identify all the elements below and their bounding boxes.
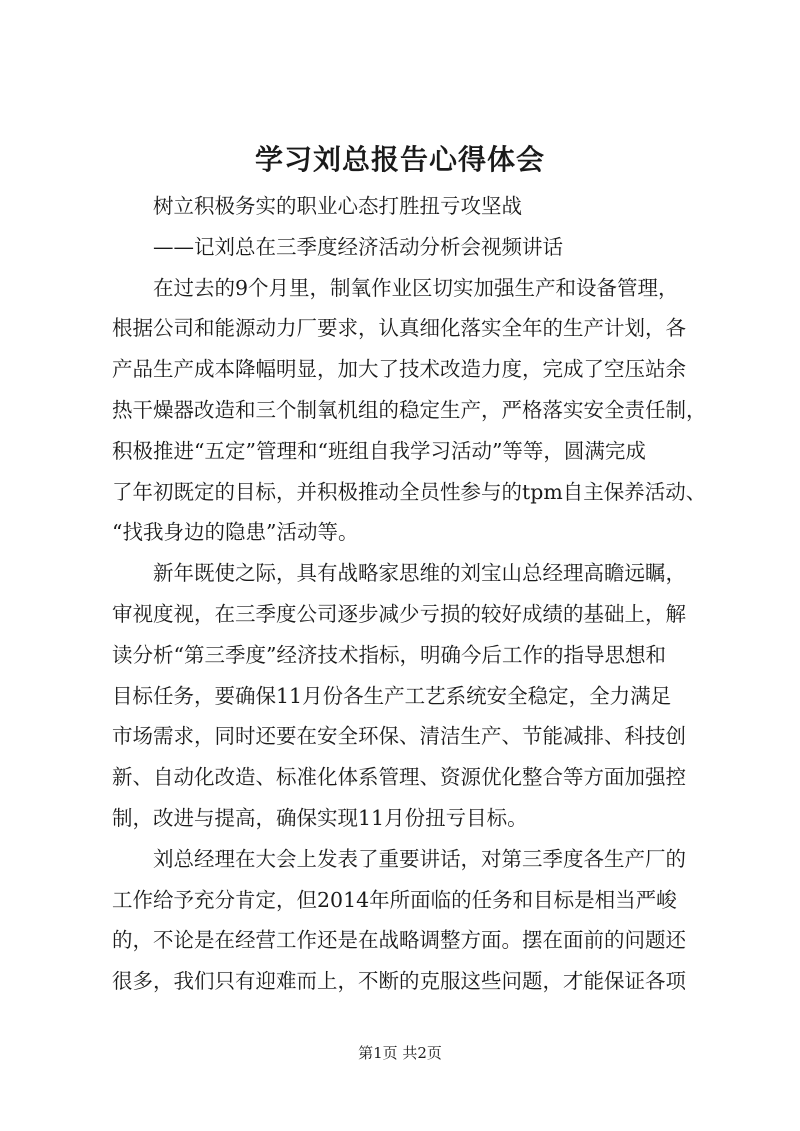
subtitle-line: ——记刘总在三季度经济活动分析会视频讲话 [153, 234, 563, 259]
document-title: 学习刘总报告心得体会 [254, 143, 545, 176]
text-line: 产品生产成本降幅明显，加大了技术改造力度，完成了空压站余 [112, 357, 686, 382]
text-line: 积极推进“五定”管理和“班组自我学习活动”等等，圆满完成 [112, 438, 646, 463]
paragraph-1 [112, 268, 712, 554]
text-line: 在过去的9个月里，制氧作业区切实加强生产和设备管理， [153, 275, 679, 300]
text-line: 了年初既定的目标，并积极推动全员性参与的tpm自主保养活动、 [112, 479, 707, 504]
text-line: 热干燥器改造和三个制氧机组的稳定生产，严格落实安全责任制， [112, 397, 707, 422]
text-line: 读分析“第三季度”经济技术指标，明确今后工作的指导思想和 [112, 642, 666, 667]
paragraph-2 [112, 553, 712, 839]
page-number-footer: 第1页 共2页 [358, 1044, 442, 1062]
text-line: 工作给予充分肯定，但2014年所面临的任务和目标是相当严峻 [112, 887, 677, 912]
text-line: 很多，我们只有迎难而上，不断的克服这些问题，才能保证各项 [112, 969, 686, 994]
subtitle-line: 树立积极务实的职业心态打胜扭亏攻坚战 [153, 194, 522, 218]
text-line: 制，改进与提高，确保实现11月份扭亏目标。 [112, 805, 528, 830]
text-line: “找我身边的隐患”活动等。 [112, 520, 359, 545]
paragraph-3 [112, 839, 712, 1002]
text-line: 目标任务，要确保11月份各生产工艺系统安全稳定，全力满足 [112, 683, 672, 708]
text-line: 根据公司和能源动力厂要求，认真细化落实全年的生产计划，各 [112, 316, 686, 341]
text-line: 审视度视，在三季度公司逐步减少亏损的较好成绩的基础上，解 [112, 601, 686, 626]
text-line: 市场需求，同时还要在安全环保、清洁生产、节能减排、科技创 [112, 724, 686, 749]
document-body [112, 186, 712, 1002]
text-line: 新年既使之际，具有战略家思维的刘宝山总经理高瞻远瞩， [153, 561, 686, 586]
text-line: 的，不论是在经营工作还是在战略调整方面。摆在面前的问题还 [112, 928, 686, 953]
text-line: 刘总经理在大会上发表了重要讲话，对第三季度各生产厂的 [153, 846, 686, 871]
text-line: 新、自动化改造、标准化体系管理、资源优化整合等方面加强控 [112, 765, 686, 790]
